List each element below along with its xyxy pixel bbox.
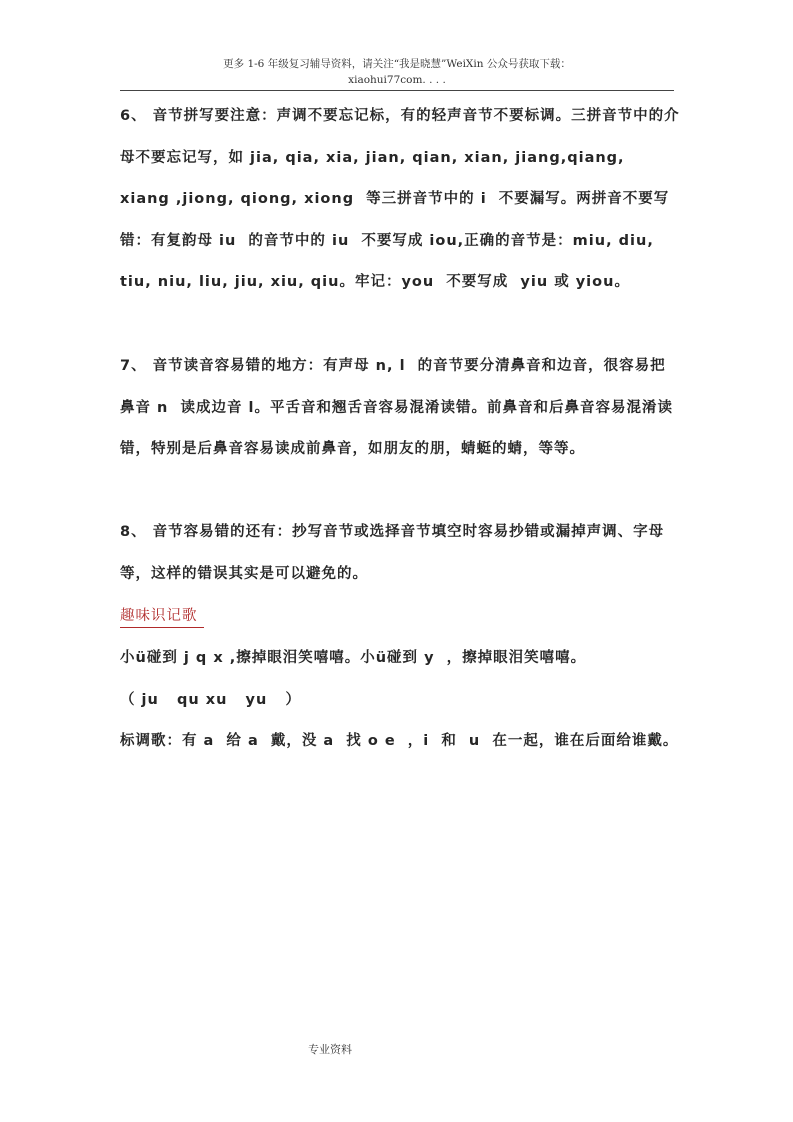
song-line-2: （ ju qu xu yu ） <box>120 692 301 708</box>
paragraph-7-pronunciation: 7、 音节读音容易错的地方：有声母 n, l 的音节要分清鼻音和边音，很容易把鼻音 n 读成边音 l。平舌音和翘舌音容易混淆读错。前鼻音和后鼻音容易混淆读错，特别是后鼻音容易读成前鼻音，如朋友的朋，蜻蜓的蜻，等等。 <box>120 358 673 457</box>
header-divider <box>120 90 674 91</box>
song-line-3-tone-song: 标调歌：有 a 给 a 戴，没 a 找 o e ，i 和 u 在一起，谁在后面给谁戴。 <box>120 733 679 749</box>
song-line-1: 小ü碰到 j q x ,擦掉眼泪笑嘻嘻。小ü碰到 y ，擦掉眼泪笑嘻嘻。 <box>120 650 587 666</box>
header-line-1: 更多 1-6 年级复习辅导资料，请关注“我是晓慧”WeiXin 公众号获取下载： <box>223 58 571 70</box>
section-heading: 趣味识记歌 <box>120 606 204 628</box>
page-footer: 专业资料 <box>308 1043 352 1056</box>
page-header <box>120 56 674 88</box>
header-line-2: xiaohui77com. . . . <box>348 74 446 86</box>
paragraph-6-syllable-spelling: 6、 音节拼写要注意：声调不要忘记标，有的轻声音节不要标调。三拼音节中的介母不要忘记写，如 jia, qia, xia, jian, qian, xian, jiang,qiang, xiang ,jiong, qiong, xiong 等三拼音节中的 i 不要漏写。两拼音不要写错：有复韵母 iu 的音节中的 iu 不要写成 iou,正确的音节是：miu, diu, tiu, niu, liu, jiu, xiu, qiu。牢记：you 不要写成 yiu 或 yiou。 <box>120 108 680 290</box>
paragraph-8-copy-errors: 8、 音节容易错的还有：抄写音节或选择音节填空时容易抄错或漏掉声调、字母等，这样的错误其实是可以避免的。 <box>120 524 665 582</box>
